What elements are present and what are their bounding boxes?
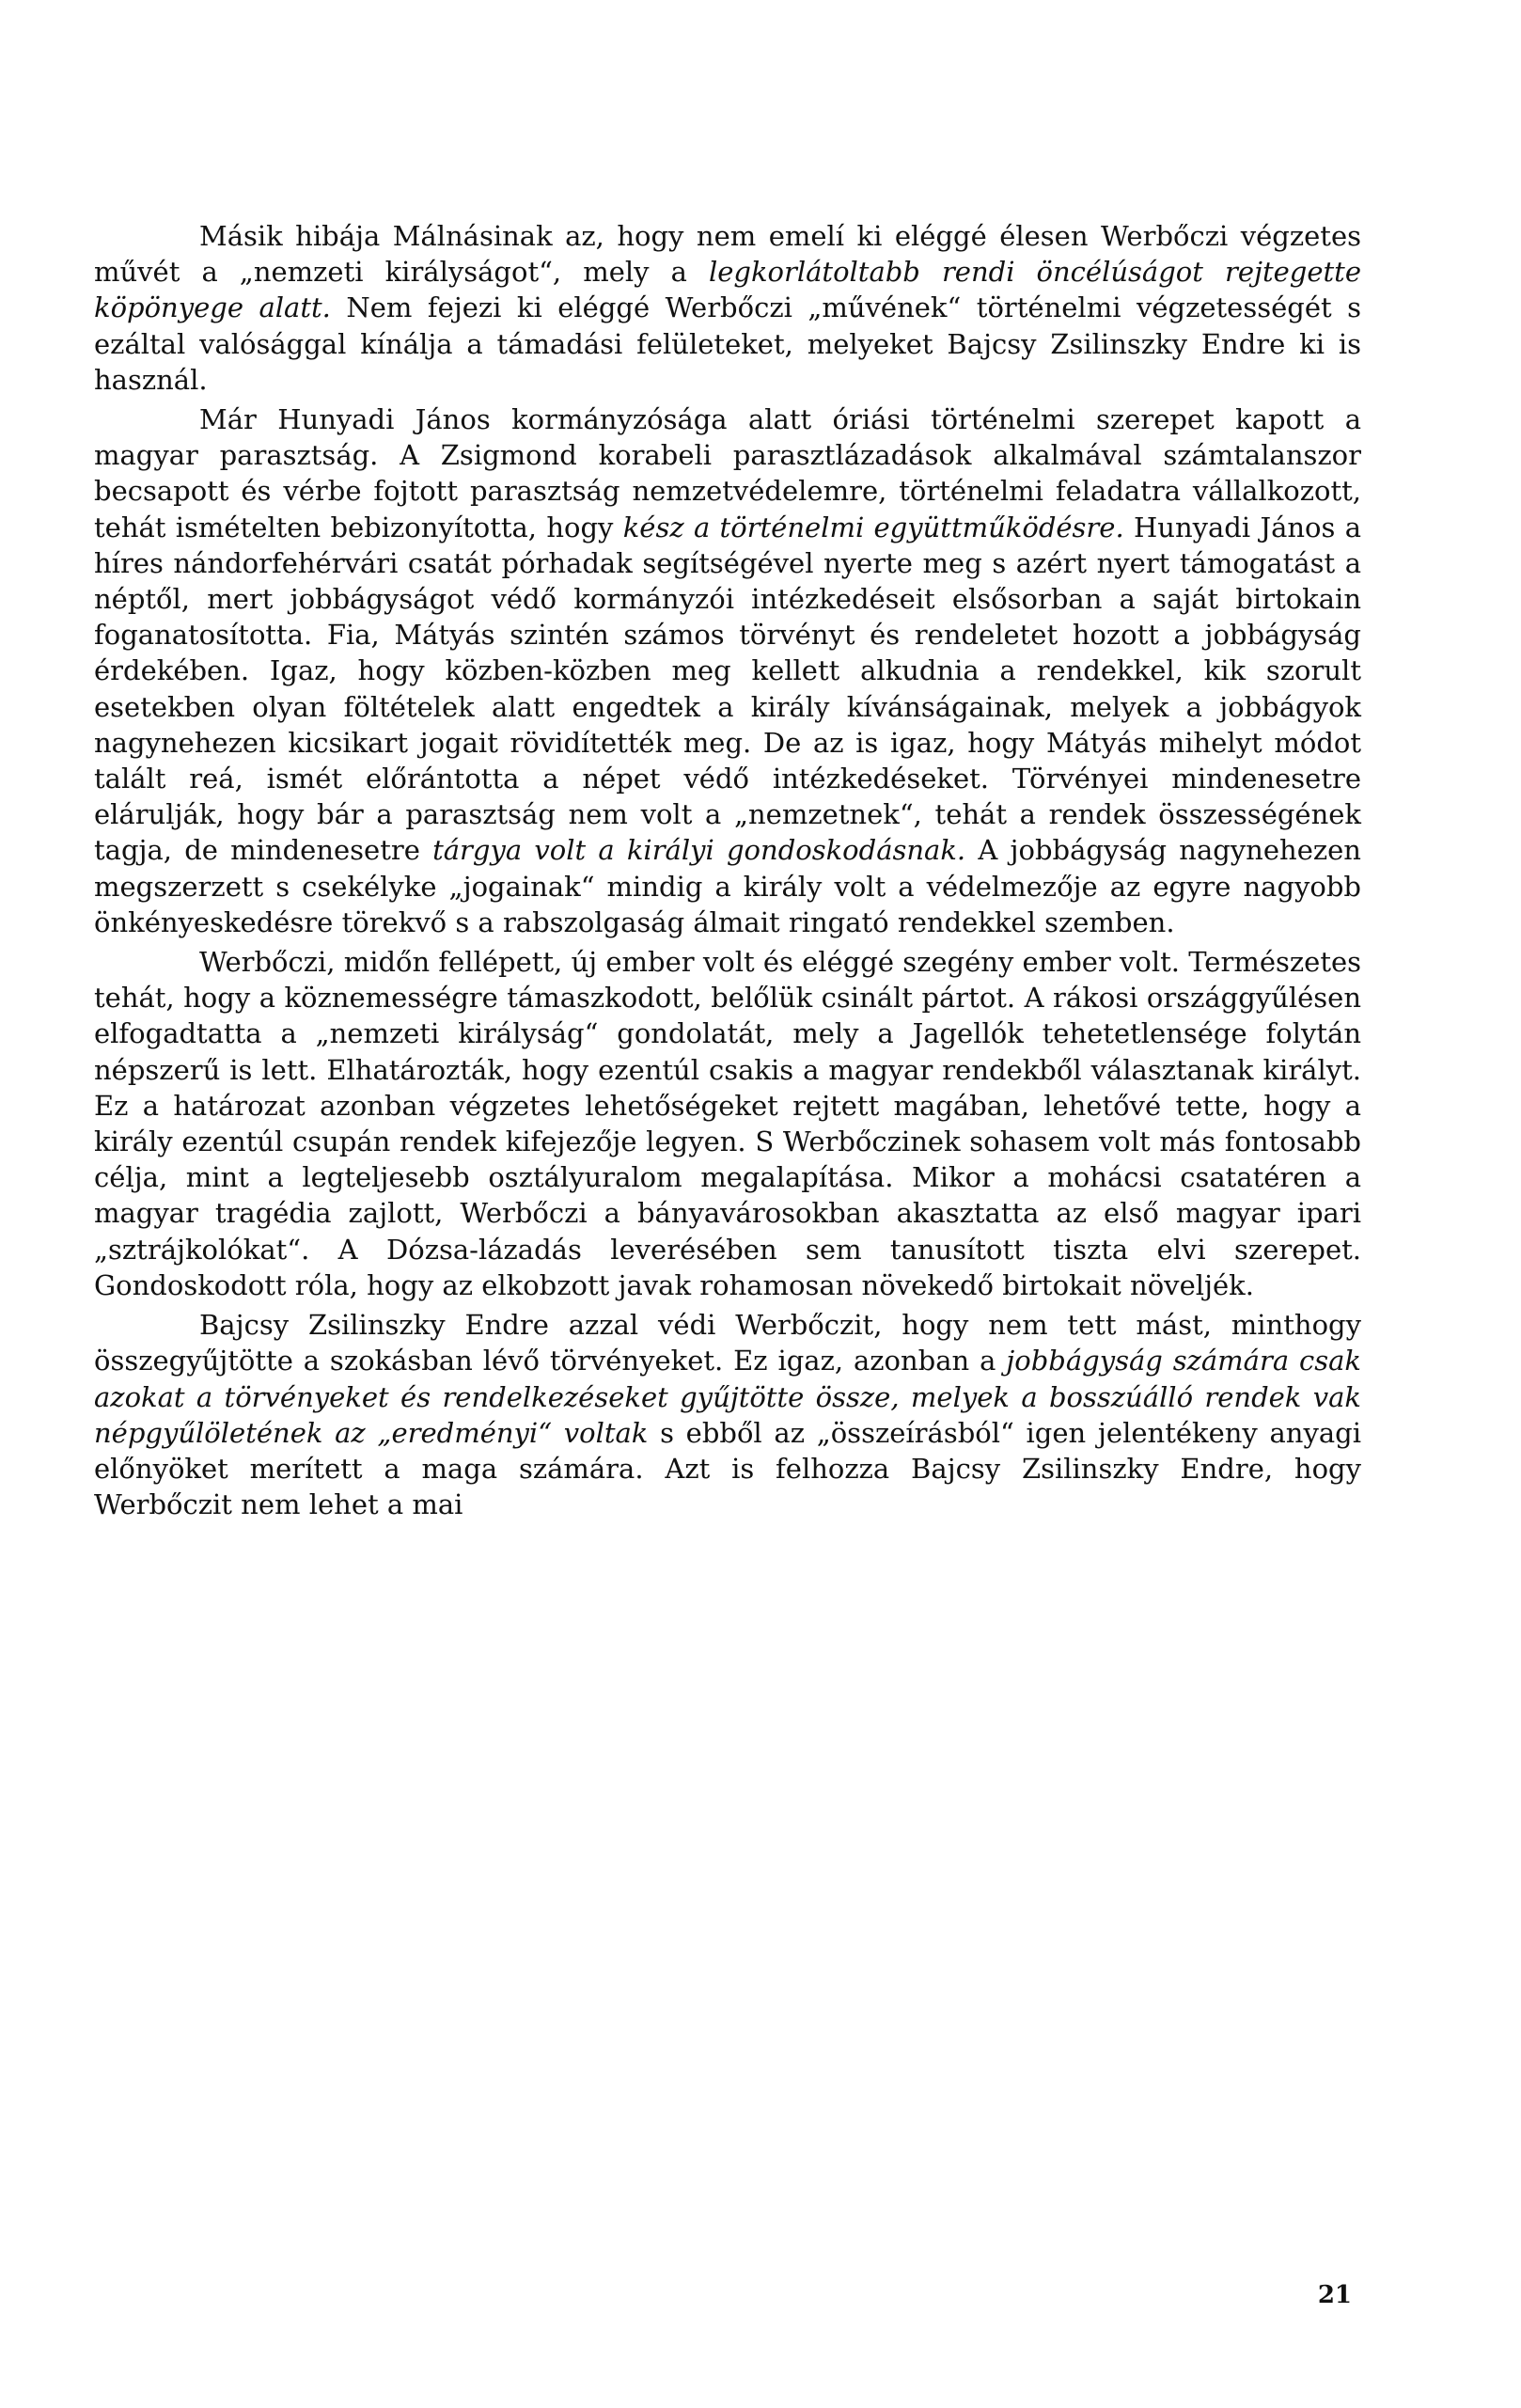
italic-emphasis: tárgya volt a királyi gondoskodásnak. bbox=[432, 834, 966, 867]
paragraph-text: Bajcsy Zsilinszky Endre azzal védi Werbőczit, hogy nem tett mást, minthogy összegyűjtötte a szokásban lévő törvényeket. Ez igaz, azonban a bbox=[94, 1309, 1361, 1377]
italic-emphasis: legkorlátoltabb rendi öncélúságot rejtegette köpönyege alatt. bbox=[94, 256, 1361, 324]
paragraph-text: s ebből az „összeírásból“ igen jelentékeny anyagi előnyöket merített a maga számára. Azt is felhozza Bajcsy Zsilinszky Endre, hogy Werbőczit nem lehet a mai bbox=[94, 1416, 1361, 1521]
italic-emphasis: jobbágyság számára csak azokat a törvényeket és rendelkezéseket gyűjtötte össze, melyek a bosszúálló rendek vak népgyűlöletének az „eredményi“ voltak bbox=[94, 1345, 1361, 1449]
italic-emphasis: kész a történelmi együttműködésre. bbox=[622, 511, 1124, 543]
paragraph-3 bbox=[94, 944, 1361, 1303]
paragraph-4 bbox=[94, 1307, 1361, 1522]
paragraph-1 bbox=[94, 218, 1361, 398]
paragraph-text: Már Hunyadi János kormányzósága alatt óriási történelmi szerepet kapott a magyar parasztság. A Zsigmond korabeli parasztlázadások alkalmával számtalanszor becsapott és vérbe fojtott parasztság nemzetvédelemre, történelmi feladatra vállalkozott, tehát ismételten bebizonyította, hogy bbox=[94, 403, 1361, 543]
paragraph-text: Másik hibája Málnásinak az, hogy nem emelí ki eléggé élesen Werbőczi végzetes művét a „nemzeti királyságot“, mely a bbox=[94, 220, 1361, 289]
paragraph-text: Hunyadi János a híres nándorfehérvári csatát pórhadak segítségével nyerte meg s azért nyert támogatást a néptől, mert jobbágyságot védő kormányzói intézkedéseit elsősorban a saját birtokain foganatosította. Fia, Mátyás szintén számos törvényt és rendeletet hozott a jobbágyság érdekében. Igaz, hogy közben-közben meg kellett alkudnia a rendekkel, kik szorult esetekben olyan föltételek alatt engedtek a király kívánságainak, melyek a jobbágyok nagynehezen kicsikart jogait rövidítették meg. De az is igaz, hogy Mátyás mihelyt módot talált reá, ismét előrántotta a népet védő intézkedéseket. Törvényei mindenesetre elárulják, hogy bár a parasztság nem volt a „nemzetnek“, tehát a rendek összességének tagja, de mindenesetre bbox=[94, 511, 1361, 867]
paragraph-text: Nem fejezi ki eléggé Werbőczi „művének“ történelmi végzetességét s ezáltal valósággal kínálja a támadási felületeket, melyeket Bajcsy Zsilinszky Endre ki is használ. bbox=[94, 291, 1361, 396]
paragraph-text: A jobbágyság nagynehezen megszerzett s csekélyke „jogainak“ mindig a király volt a védelmezője az egyre nagyobb önkényeskedésre törekvő s a rabszolgaság álmait ringató rendekkel szemben. bbox=[94, 834, 1361, 938]
body-text bbox=[94, 218, 1361, 1526]
paragraph-2 bbox=[94, 401, 1361, 940]
paragraph-text: Werbőczi, midőn fellépett, új ember volt és eléggé szegény ember volt. Természetes tehát, hogy a köznemességre támaszkodott, belőlük csinált pártot. A rákosi országgyűlésen elfogadtatta a „nemzeti királyság“ gondolatát, mely a Jagellók tehetetlensége folytán népszerű is lett. Elhatározták, hogy ezentúl csakis a magyar rendekből választanak királyt. Ez a határozat azonban végzetes lehetőségeket rejtett magában, lehetővé tette, hogy a király ezentúl csupán rendek kifejezője legyen. S Werbőczinek sohasem volt más fontosabb célja, mint a legteljesebb osztályuralom megalapítása. Mikor a mohácsi csatatéren a magyar tragédia zajlott, Werbőczi a bányavárosokban akasztatta az első magyar ipari „sztrájkolókat“. A Dózsa-lázadás leverésében sem tanusított tiszta elvi szerepet. Gondoskodott róla, hogy az elkobzott javak rohamosan növekedő birtokait növeljék. bbox=[94, 946, 1362, 1301]
page-number: 21 bbox=[1317, 2281, 1352, 2309]
